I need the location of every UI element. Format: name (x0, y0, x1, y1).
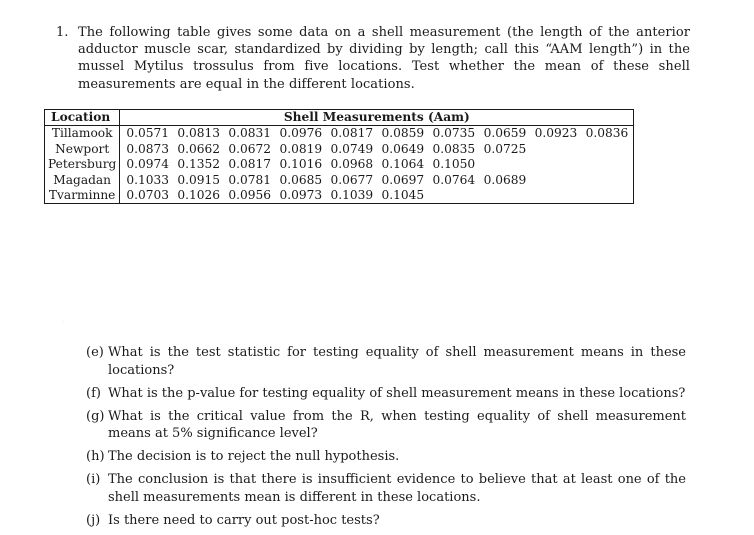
measurement-cell: 0.0677 (330, 172, 374, 187)
question-item (86, 408, 686, 443)
measurement-cell (530, 188, 581, 204)
measurement-cell: 0.0973 (279, 188, 323, 203)
measurement-cell: 0.0735 (432, 126, 476, 141)
measurement-cell (530, 173, 581, 188)
measurement-cell: 0.1033 (126, 172, 169, 187)
measurement-cell: 0.0703 (126, 188, 169, 203)
question-label: (i) (86, 472, 101, 488)
measurement-cell (479, 157, 530, 172)
measurement-cell: 0.0697 (381, 172, 425, 187)
measurement-cell: 0.0725 (483, 141, 527, 156)
location-cell: Tillamook (45, 126, 120, 142)
measurement-cell: 0.0956 (228, 188, 272, 203)
question-label: (h) (86, 449, 105, 465)
table-header-row (45, 110, 634, 126)
question-item (86, 448, 686, 466)
question-text: What is the p-value for testing equality of shell measurement means in these locations? (108, 385, 686, 401)
scan-artifact: · (62, 318, 65, 327)
table-row (45, 173, 634, 188)
measurement-cell: 0.0836 (585, 126, 629, 141)
question-label: (e) (86, 345, 104, 360)
measurement-cell: 0.0873 (126, 141, 169, 156)
measurement-cell: 0.0817 (228, 157, 272, 172)
measurement-cell: 0.1039 (330, 188, 374, 203)
measurement-cell: 0.0649 (381, 141, 425, 156)
measurement-cell: 0.0974 (126, 157, 169, 172)
measurement-cell: 0.0915 (177, 172, 221, 187)
problem-number: 1. (56, 25, 69, 40)
measurement-cell: 0.1026 (177, 188, 221, 203)
measurement-cell (530, 142, 581, 157)
measurement-cell: 0.1050 (432, 157, 476, 172)
location-cell: Newport (45, 142, 120, 157)
question-text: The decision is to reject the null hypothesis. (108, 449, 400, 465)
table-row (45, 157, 634, 172)
question-list (86, 344, 686, 535)
location-cell: Magadan (45, 173, 120, 188)
question-label: (g) (86, 408, 105, 424)
question-text: What is the test statistic for testing equality of shell measurement means in these locations? (108, 345, 686, 378)
table-row (45, 188, 634, 204)
table-row (45, 126, 634, 142)
measurement-cell: 0.0749 (330, 141, 374, 156)
measurement-cell: 0.0817 (330, 126, 374, 141)
question-text: Is there need to carry out post-hoc tests? (108, 512, 380, 528)
measurement-cell (530, 157, 581, 172)
measurement-cell: 0.0819 (279, 141, 323, 156)
location-cell: Tvarminne (45, 188, 120, 204)
question-item (86, 344, 686, 379)
measurement-cell (581, 173, 633, 188)
measurement-cell: 0.0859 (381, 126, 425, 141)
measurement-cell: 0.0976 (279, 126, 323, 141)
measurement-cell: 0.0813 (177, 126, 221, 141)
table-body (45, 126, 634, 204)
measurement-cell (581, 157, 633, 172)
measurement-cell: 0.0835 (432, 141, 476, 156)
measurement-cell: 0.0968 (330, 157, 374, 172)
measurement-cell: 0.0672 (228, 141, 272, 156)
measurement-cell: 0.1352 (177, 157, 221, 172)
measurement-cell: 0.0831 (228, 126, 272, 141)
measurement-cell (581, 142, 633, 157)
location-column-header: Location (45, 110, 120, 126)
measurement-cell: 0.0659 (483, 126, 527, 141)
shell-measurements-table (44, 109, 634, 204)
measurements-column-header: Shell Measurements (Aam) (120, 110, 634, 126)
question-label: (f) (86, 385, 101, 401)
measurement-cell: 0.0923 (534, 126, 578, 141)
location-cell: Petersburg (45, 157, 120, 172)
question-item (86, 471, 686, 506)
measurement-cell: 0.1045 (381, 188, 425, 203)
measurement-cell (581, 188, 633, 204)
measurement-cell: 0.0689 (483, 172, 527, 187)
measurement-cell: 0.0571 (126, 126, 169, 141)
question-text: The conclusion is that there is insufficient evidence to believe that at least one of the shell measurements mean is different in these locations. (108, 472, 686, 505)
problem-text: The following table gives some data on a shell measurement (the length of the anterior adductor muscle scar, standardized by dividing by length; call this “AAM length”) in the mussel Mytilus trossulus from five locations. Test whether the mean of these shell measurements are equal in the different locations. (78, 25, 690, 92)
question-item (86, 385, 686, 403)
measurement-cell: 0.1016 (279, 157, 323, 172)
measurement-cell: 0.0662 (177, 141, 221, 156)
measurement-cell (479, 188, 530, 204)
table-row (45, 142, 634, 157)
question-text: What is the critical value from the R, when testing equality of shell measurement means at 5% significance level? (108, 408, 686, 442)
question-item (86, 512, 686, 530)
measurement-cell (428, 188, 479, 204)
measurement-cell: 0.1064 (381, 157, 425, 172)
question-label: (j) (86, 512, 101, 528)
measurement-cell: 0.0685 (279, 172, 323, 187)
measurement-cell: 0.0764 (432, 172, 476, 187)
measurement-cell: 0.0781 (228, 172, 272, 187)
